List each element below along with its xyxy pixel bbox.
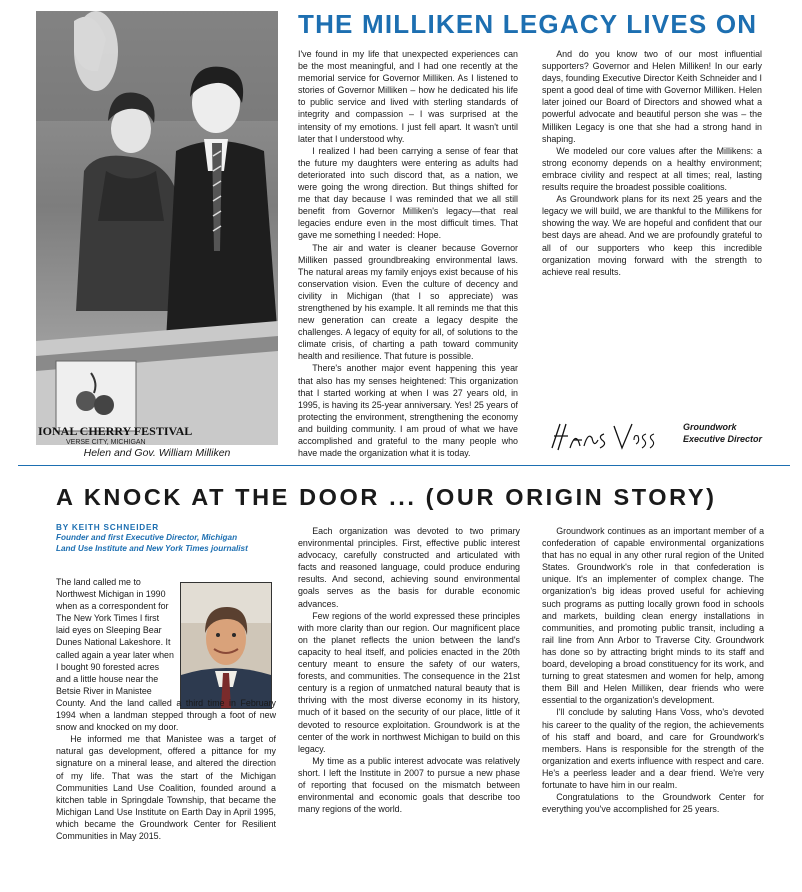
paragraph: The air and water is cleaner because Governor Milliken passed groundbreaking environmental laws. The natural areas my family enjoys exist because of his conservation vision. Even the culture of decency and civility in Michigan (that I so appreciate) was strengthened by his example. It all reminds me that this new generation can create a legacy despite the challenges. A legacy of equity for all, of solutions to the climate crisis, of charting a path toward community health and resilience. That future is possible. [298,242,518,362]
paragraph: We modeled our core values after the Millikens: a strong economy depends on a healthy environment; embrace civility and respect at all times; real, lasting results require the broadest possible coalitions. [542,145,762,193]
article-column-2 [298,525,520,815]
signature-block [548,418,778,456]
paragraph: As Groundwork plans for its next 25 years and the legacy we will build, we are thankful to the Millikens for showing the way. We are hopeful and confident that our best days are ahead. And we are profoundly grateful to all of our supporters who keep this incredible organization moving forward with the strength to achieve real results. [542,194,762,277]
paragraph: Groundwork continues as an important member of a confederation of capable environmental organizations that has no equal in any other rural region of the United States. Groundwork's role in that confederation is unique. It's an implementer of complex change. The organization's big ideas proved useful for achieving such programs as putting locally grown food in schools and markets, building clean energy installations in communities, and promoting public transit, including a rail line from Ann Arbor to Traverse City. Groundwork has done so by attracting bright minds to its staff and board, developing a broad constituency for its work, and turning to great statesmen and women for help, among them Bill and Helen Milliken, dear friends who were essential to the organization's development. [542,526,764,706]
article-column-1 [56,576,276,842]
paragraph: Congratulations to the Groundwork Center for everything you've accomplished for 25 years. [542,792,764,815]
cherry-festival-sign: IONAL CHERRY FESTIVAL [38,424,193,438]
article-column-3 [542,525,764,815]
photo-caption: Helen and Gov. William Milliken [83,447,231,459]
byline-author: BY KEITH SCHNEIDER [56,523,159,532]
paragraph: I realized I had been carrying a sense of fear that the future my daughters were entering as adults had deteriorated into such discord that, as a nation, we were going the wrong direction. But things shifted for me that day because I was reminded that we all still benefit from Governor Milliken's legacy—that real legacies endure even in the most difficult times. That gave me something I needed: Hope. [298,145,518,241]
paragraph: Each organization was devoted to two primary environmental principles. First, effective public interest advocacy, carefully constructed and articulated with facts and reasoned language, could produce enduring results. And second, achieving sound environmental goals serves as the basis for durable economic advances. [298,526,520,609]
milliken-photo [36,11,278,445]
intro-paragraph: The land called me to Northwest Michigan in 1990 when as a correspondent for The New York Times I first laid eyes on Sleeping Bear Dunes National Lakeshore. It called again a year later when I bought 90 forested acres and a little house near the Betsie River in Manistee [56,577,174,696]
article-column-1 [298,48,518,459]
article-title: THE MILLIKEN LEGACY LIVES ON [298,9,758,39]
intro-paragraph-continued: County. And the land called a third time in February 1994 when a landman stepped through a foot of new snow and knocked on my door. [56,697,276,733]
byline [56,523,256,554]
article-column-2 [542,48,762,278]
paragraph: Few regions of the world expressed these principles with more clarity than our region. Our magnificent place on the planet reflects the union between the land's capacity to heal itself, and policies enacted in the 20th century meant to ensure the safety of our waters, forests, and communities. The consequence in the 21st century is a region of unmatched natural beauty that is thriving with the most diverse economy in its history, much of it based on the security of our place, little of it devoted to resource exploitation. Groundwork is at the center of the work in northwest Michigan to build on this legacy. [298,610,520,754]
paragraph: My time as a public interest advocate was relatively short. I left the Institute in 2007 to pursue a new phase of reporting that focused on the mismatch between environmental and economic goals that describe too many regions of the world. [298,755,520,815]
paragraph: I've found in my life that unexpected experiences can be the most meaningful, and I had one recently at the memorial service for Governor Milliken. As I listened to stories of Governor Milliken – how he dedicated his life to public service and lived with sterling standards of integrity and compassion – I was surprised at the intensity of my emotions. I just fell apart. It wasn't until later that I understood why. [298,49,518,144]
paragraph: And do you know two of our most influential supporters? Governor and Helen Milliken! In our early days, founding Executive Director Keith Schneider and I spent a good deal of time with Governor Milliken. Helen later joined our Board of Directors and showed what a powerful advocate and beautiful person she was – the Milliken Legacy is one that she had a strong hand in shaping. [542,49,762,144]
section-divider [18,465,790,466]
traverse-city-sign: VERSE CITY, MICHIGAN [66,439,146,446]
paragraph: There's another major event happening this year that also has my senses heightened: This organization that I started working at when I was 27 years old, in 1995, is having its 25-year anniversary. Yes! 25 years of protecting the environment, strengthening the economy and building community. I am proud of what we have accomplished and grateful to the many people who have made the organization what it is today. [298,363,518,459]
paragraph: I'll conclude by saluting Hans Voss, who's devoted his career to the quality of the region, the achievements of his staff and board, and care for Groundwork's members. Hans is responsible for the strength of the organization and exerts influence with respect and care. He's a peerless leader and a dear friend. We're very fortunate to have him in our realm. [542,707,764,790]
signer-info [683,422,762,445]
signer-org: Groundwork [683,422,737,432]
byline-role: Founder and first Executive Director, Michigan Land Use Institute and New York Times journalist [56,533,248,553]
handwritten-signature [548,418,658,456]
signer-title: Executive Director [683,433,763,444]
paragraph: He informed me that Manistee was a target of natural gas development, offered a pittance for my signature on a mineral lease, and altered the direction of my life. That was the start of the Michigan Communities Land Use Coalition, founded around a kitchen table in Springdale Township, that became the Michigan Land Use Institute on Earth Day in April 1995, which became the Groundwork Center for Resilient Communities in May 2015. [56,734,276,841]
article-title: A KNOCK AT THE DOOR ... (OUR ORIGIN STORY) [56,484,717,510]
